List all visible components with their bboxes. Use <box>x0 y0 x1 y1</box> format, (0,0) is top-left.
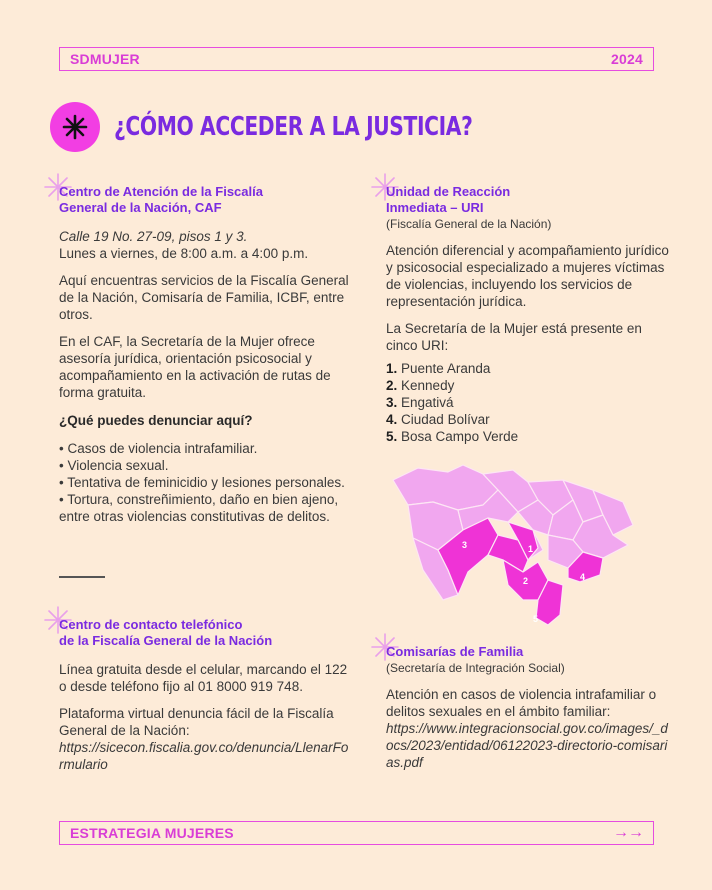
svg-text:1: 1 <box>528 544 534 554</box>
uri-sub: (Fiscalía General de la Nación) <box>386 217 552 231</box>
section-contacto <box>59 617 349 773</box>
section-uri <box>386 184 671 445</box>
list-item: • Tentativa de feminicidio y lesiones personales. <box>59 475 345 490</box>
caf-question: ¿Qué puedes denunciar aquí? <box>59 413 253 428</box>
divider <box>59 576 105 578</box>
list-item: 2. Kennedy <box>386 378 455 393</box>
svg-text:4: 4 <box>580 572 586 582</box>
caf-heading: Centro de Atención de la Fiscalía General de la Nación, CAF <box>59 184 263 215</box>
bogota-map <box>388 460 638 630</box>
list-item: 1. Puente Aranda <box>386 361 491 376</box>
section-caf <box>59 184 349 525</box>
uri-desc: Atención diferencial y acompañamiento jurídico y psicosocial especializado a mujeres víctimas de violencias, incluyendo los servicios de representación jurídica. <box>386 243 669 309</box>
contacto-plataforma: Plataforma virtual denuncia fácil de la Fiscalía General de la Nación: <box>59 706 334 738</box>
caf-services: Aquí encuentras servicios de la Fiscalía General de la Nación, Comisaría de Familia, ICBF, entre otros. <box>59 273 349 322</box>
caf-hours: Lunes a viernes, de 8:00 a.m. a 4:00 p.m. <box>59 246 309 261</box>
footer-bar <box>59 821 654 845</box>
comisarias-url-link[interactable]: https://www.integracionsocial.gov.co/images/_docs/2023/entidad/06122023-directorio-comisarias.pdf <box>386 721 668 770</box>
list-item: 3. Engativá <box>386 395 454 410</box>
caf-secretaria: En el CAF, la Secretaría de la Mujer ofrece asesoría jurídica, orientación psicosocial y acompañamiento en la activación de rutas de forma gratuita. <box>59 334 331 400</box>
contacto-heading: Centro de contacto telefónico de la Fiscalía General de la Nación <box>59 617 273 648</box>
section-comisarias <box>386 644 671 771</box>
uri-presente: La Secretaría de la Mujer está presente en cinco URI: <box>386 321 642 353</box>
svg-text:5: 5 <box>533 614 539 624</box>
uri-heading: Unidad de Reacción Inmediata – URI <box>386 184 511 215</box>
footer-label: ESTRATEGIA MUJERES <box>70 825 234 841</box>
page-title: ¿CÓMO ACCEDER A LA JUSTICIA? <box>114 112 473 142</box>
arrows-icon: →→ <box>613 824 643 841</box>
list-item: 4. Ciudad Bolívar <box>386 412 490 427</box>
contacto-url-link[interactable]: https://sicecon.fiscalia.gov.co/denuncia/LlenarFormulario <box>59 740 349 772</box>
list-item: • Tortura, constreñimiento, daño en bien ajeno, entre otras violencias constitutivas de delitos. <box>59 492 339 524</box>
title-block <box>50 102 574 152</box>
comisarias-sub: (Secretaría de Integración Social) <box>386 661 565 675</box>
asterisk-icon <box>50 102 100 152</box>
header-brand: SDMUJER <box>70 51 140 67</box>
caf-bullet-list <box>59 440 349 525</box>
comisarias-desc: Atención en casos de violencia intrafamiliar o delitos sexuales en el ámbito familiar: <box>386 687 657 719</box>
comisarias-heading: Comisarías de Familia <box>386 644 524 659</box>
list-item: • Casos de violencia intrafamiliar. <box>59 441 258 456</box>
header-year: 2024 <box>611 51 643 67</box>
svg-text:3: 3 <box>462 540 468 550</box>
svg-text:2: 2 <box>523 576 529 586</box>
list-item: 5. Bosa Campo Verde <box>386 429 519 444</box>
caf-address: Calle 19 No. 27-09, pisos 1 y 3. <box>59 229 248 244</box>
list-item: • Violencia sexual. <box>59 458 169 473</box>
uri-list <box>386 360 671 445</box>
header-bar <box>59 47 654 71</box>
contacto-linea: Línea gratuita desde el celular, marcando el 122 o desde teléfono fijo al 01 8000 919 748. <box>59 662 348 694</box>
